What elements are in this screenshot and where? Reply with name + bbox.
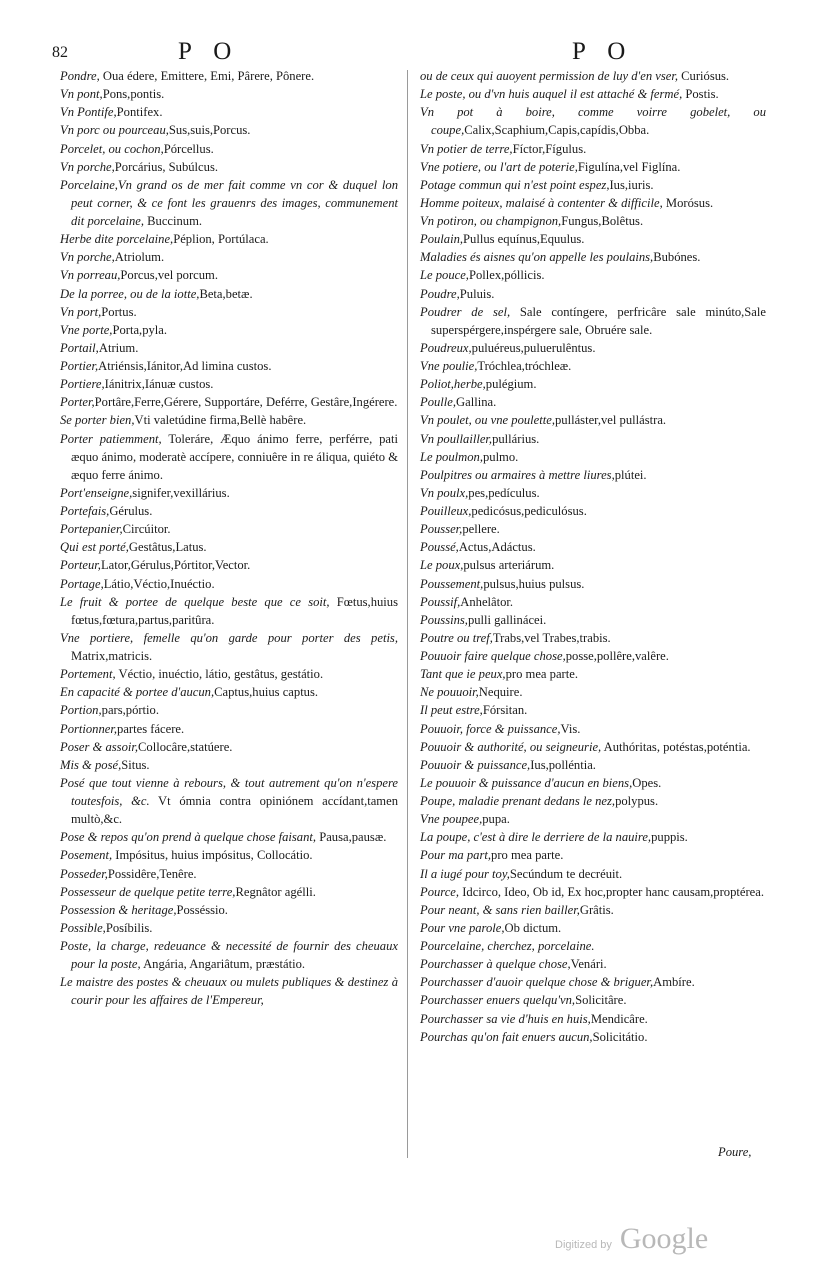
entry-headword: Vn pot à boire, comme voirre gobelet, ou coupe, xyxy=(420,105,766,138)
entry-latin: pulmo. xyxy=(482,449,519,464)
entry-headword: Porter, xyxy=(60,395,95,410)
dictionary-entry xyxy=(60,158,398,176)
entry-latin: Lator,Gérulus,Pórtitor,Vector. xyxy=(100,558,251,573)
entry-latin: pulláster,vel pullástra. xyxy=(555,413,667,428)
dictionary-entry xyxy=(420,140,766,158)
entry-latin: Trabs,vel Trabes,trabis. xyxy=(492,630,611,645)
entry-headword: Qui est porté, xyxy=(60,540,129,555)
dictionary-entry xyxy=(60,520,398,538)
right-column xyxy=(420,67,766,1046)
entry-headword: Poutre ou tref, xyxy=(420,630,493,645)
entry-headword: Poser & assoir, xyxy=(60,739,139,754)
entry-latin: Gallina. xyxy=(456,395,497,410)
entry-latin: Tróchlea,tróchleæ. xyxy=(477,359,572,373)
dictionary-entry xyxy=(60,846,398,864)
entry-latin: Authóritas, potéstas,poténtia. xyxy=(601,739,751,754)
entry-headword: Ne pouuoir, xyxy=(420,685,479,700)
entry-headword: Poussif, xyxy=(420,594,461,609)
dictionary-entry xyxy=(60,593,398,629)
digitized-label: Digitized by xyxy=(555,1239,612,1251)
entry-latin: pulsus arteriárum. xyxy=(463,558,555,573)
dictionary-entry xyxy=(420,991,766,1009)
entry-headword: Pourchasser sa vie d'huis en huis, xyxy=(420,1011,591,1026)
entry-headword: Porteur, xyxy=(60,558,101,573)
dictionary-entry xyxy=(420,393,766,411)
dictionary-entry xyxy=(420,756,766,774)
entry-latin: puppis. xyxy=(651,830,688,845)
entry-headword: En capacité & portee d'aucun, xyxy=(60,685,215,700)
dictionary-entry xyxy=(60,484,398,502)
dictionary-entry xyxy=(60,701,398,719)
entry-headword: Homme poiteux, malaisé à contenter & difficile, xyxy=(420,195,663,210)
entry-latin: Idcirco, Ideo, Ob id, Ex hoc,propter hanc causam,proptérea. xyxy=(459,884,764,899)
entry-latin: Collocâre,statúere. xyxy=(138,739,233,754)
dictionary-entry xyxy=(420,520,766,538)
dictionary-entry xyxy=(420,846,766,864)
entry-latin: pedicósus,pediculósus. xyxy=(471,504,587,518)
entry-latin: pulli gallinácei. xyxy=(467,612,547,627)
digitized-watermark xyxy=(555,1222,708,1256)
entry-latin: pullárius. xyxy=(492,431,540,446)
entry-headword: Vn porche, xyxy=(60,159,115,174)
entry-latin: pro mea parte. xyxy=(491,848,564,863)
entry-latin: pes,pedículus. xyxy=(468,485,540,500)
dictionary-entry xyxy=(420,158,766,176)
dictionary-entry xyxy=(420,937,766,955)
dictionary-entry xyxy=(60,720,398,738)
entry-headword: Vn potiron, ou champignon, xyxy=(420,214,562,228)
entry-latin: Sale contíngere, perfricâre sale minúto,Sale superspérgere,inspérgere sale, Obruére sale. xyxy=(431,304,766,337)
dictionary-entry xyxy=(60,756,398,774)
dictionary-entry xyxy=(60,393,398,411)
entry-headword: Tant que ie peux, xyxy=(420,667,506,682)
entry-latin: Grâtis. xyxy=(579,902,614,917)
entry-headword: Portepanier, xyxy=(60,522,123,537)
entry-headword: Vn poullailler, xyxy=(420,431,493,446)
entry-latin: Ius,polléntia. xyxy=(530,757,596,772)
dictionary-entry xyxy=(60,502,398,520)
dictionary-entry xyxy=(420,212,766,230)
dictionary-entry xyxy=(420,67,766,85)
entry-headword: Porter patiemment, xyxy=(60,431,162,446)
entry-latin: Regnâtor agélli. xyxy=(235,884,316,899)
entry-latin: Matrix,matricis. xyxy=(71,649,153,663)
entry-latin: Buccinum. xyxy=(143,214,203,228)
dictionary-entry xyxy=(420,919,766,937)
entry-latin: Pontifex. xyxy=(116,105,163,120)
entry-latin: Atriolum. xyxy=(114,250,165,265)
dictionary-entry xyxy=(60,901,398,919)
left-column xyxy=(60,67,398,1010)
entry-latin: pulégium. xyxy=(485,377,537,392)
dictionary-entry xyxy=(420,411,766,429)
entry-headword: Pource, xyxy=(420,884,460,899)
dictionary-entry xyxy=(420,339,766,357)
dictionary-entry xyxy=(420,230,766,248)
entry-headword: Pourchas qu'on fait enuers aucun, xyxy=(420,1029,593,1044)
dictionary-entry xyxy=(420,448,766,466)
entry-headword: Vn pont, xyxy=(60,87,103,102)
entry-headword: Pouuoir & puissance, xyxy=(420,757,531,772)
entry-latin: Solicitâre. xyxy=(575,993,627,1008)
entry-latin: signifer,vexillárius. xyxy=(132,485,230,500)
entry-headword: Poussement, xyxy=(420,576,484,591)
dictionary-entry xyxy=(60,538,398,556)
entry-latin: Vis. xyxy=(560,721,581,736)
dictionary-entry xyxy=(420,611,766,629)
running-head-right: P O xyxy=(572,38,634,65)
entry-headword: Possession & heritage, xyxy=(60,902,177,917)
dictionary-entry xyxy=(60,430,398,484)
entry-headword: Poussé, xyxy=(420,540,459,555)
entry-latin: Mendicâre. xyxy=(590,1011,648,1026)
entry-latin: Curiósus. xyxy=(678,69,730,83)
dictionary-entry xyxy=(420,556,766,574)
entry-headword: Posseder, xyxy=(60,866,108,881)
entry-headword: Pourchasser enuers quelqu'vn, xyxy=(420,993,576,1008)
dictionary-entry xyxy=(420,828,766,846)
entry-latin: Atrium. xyxy=(98,340,139,355)
dictionary-entry xyxy=(60,266,398,284)
entry-latin: Ambíre. xyxy=(653,975,695,990)
entry-latin: Captus,huius captus. xyxy=(214,685,319,700)
entry-headword: Portiere, xyxy=(60,377,105,392)
dictionary-entry xyxy=(60,321,398,339)
dictionary-entry xyxy=(420,502,766,520)
entry-latin: Circúitor. xyxy=(122,522,171,537)
entry-latin: Toleráre, Æquo ánimo ferre, perférre, pati æquo ánimo, moderatè accípere, conniuêre in re áliqua, quiéto & æquo ferre ánimo. xyxy=(71,431,398,482)
dictionary-entry xyxy=(420,774,766,792)
entry-headword: Portail, xyxy=(60,340,99,355)
dictionary-entry xyxy=(420,285,766,303)
dictionary-entry xyxy=(420,466,766,484)
entry-headword: Vn porreau, xyxy=(60,268,121,283)
entry-headword: Pouilleux, xyxy=(420,504,472,518)
entry-latin: Fœtus,huius fœtus,fœtura,partus,paritûra. xyxy=(71,594,398,627)
entry-latin: Gérulus. xyxy=(109,504,153,518)
entry-headword: Portionner, xyxy=(60,721,118,736)
entry-headword: Portefais, xyxy=(60,504,110,518)
dictionary-entry xyxy=(60,774,398,828)
dictionary-entry xyxy=(420,701,766,719)
entry-headword: Vn porc ou pourceau, xyxy=(60,123,169,138)
entry-headword: Vn porche, xyxy=(60,250,115,265)
entry-headword: Vn poulet, ou vne poulette, xyxy=(420,413,555,428)
entry-headword: Vn potier de terre, xyxy=(420,141,513,156)
entry-headword: Pose & repos qu'on prend à quelque chose faisant, xyxy=(60,830,317,845)
dictionary-entry xyxy=(420,194,766,212)
dictionary-entry xyxy=(420,430,766,448)
entry-headword: Poliot,herbe, xyxy=(420,377,486,392)
entry-headword: De la porree, ou de la iotte, xyxy=(60,286,200,301)
entry-latin: pulsus,huius pulsus. xyxy=(483,576,585,591)
dictionary-entry xyxy=(60,629,398,665)
running-head-left: P O xyxy=(178,38,240,65)
entry-headword: Vn poulx, xyxy=(420,485,469,500)
entry-latin: pro mea parte. xyxy=(505,667,578,682)
dictionary-entry xyxy=(420,103,766,139)
entry-latin: pellere. xyxy=(462,522,500,537)
entry-latin: Secúndum te decréuit. xyxy=(509,866,623,881)
entry-headword: Pondre, xyxy=(60,69,100,83)
dictionary-entry xyxy=(60,121,398,139)
dictionary-entry xyxy=(60,556,398,574)
entry-headword: Poussins, xyxy=(420,612,468,627)
entry-latin: puluéreus,puluerulêntus. xyxy=(471,340,596,355)
entry-latin: Ius,iuris. xyxy=(609,177,654,192)
dictionary-entry xyxy=(60,230,398,248)
dictionary-entry xyxy=(60,357,398,375)
entry-latin: Pausa,pausæ. xyxy=(316,830,387,845)
entry-headword: Poudre, xyxy=(420,286,460,301)
entry-latin: Possidêre,Tenêre. xyxy=(107,866,197,881)
dictionary-entry xyxy=(60,973,398,1009)
dictionary-entry xyxy=(60,67,398,85)
entry-latin: Posséssio. xyxy=(176,902,228,917)
entry-latin: polypus. xyxy=(615,794,659,808)
dictionary-entry xyxy=(420,593,766,611)
dictionary-entry xyxy=(60,375,398,393)
entry-headword: Mis & posé, xyxy=(60,757,122,772)
entry-latin: pars,pórtio. xyxy=(101,703,160,718)
dictionary-entry xyxy=(60,411,398,429)
entry-headword: Pourchasser à quelque chose, xyxy=(420,957,571,972)
dictionary-entry xyxy=(60,937,398,973)
entry-latin: pupa. xyxy=(482,812,510,827)
entry-latin: Opes. xyxy=(632,775,662,790)
entry-latin: Porta,pyla. xyxy=(112,322,168,337)
entry-latin: Vt ómnia contra opiniónem accídant,tamen multò,&c. xyxy=(71,794,398,827)
entry-latin: Angária, Angariâtum, præstátio. xyxy=(140,957,306,972)
entry-headword: Le pouce, xyxy=(420,268,469,283)
entry-headword: La poupe, c'est à dire le derriere de la nauire, xyxy=(420,830,652,845)
entry-latin: Venári. xyxy=(570,957,607,972)
google-logo: Google xyxy=(619,1222,709,1255)
entry-headword: Porcelet, ou cochon, xyxy=(60,141,164,156)
entry-latin: Pons,pontis. xyxy=(102,87,165,102)
dictionary-entry xyxy=(420,538,766,556)
entry-headword: Possible, xyxy=(60,920,106,935)
dictionary-entry xyxy=(420,248,766,266)
dictionary-entry xyxy=(420,647,766,665)
dictionary-entry xyxy=(60,339,398,357)
entry-latin: Pollex,póllicis. xyxy=(468,268,545,283)
entry-headword: Vn port, xyxy=(60,304,102,319)
dictionary-entry xyxy=(60,303,398,321)
entry-latin: Gestâtus,Latus. xyxy=(128,540,207,555)
entry-latin: Morósus. xyxy=(662,195,714,210)
dictionary-entry xyxy=(420,683,766,701)
entry-headword: Vne portiere, femelle qu'on garde pour porter des petis, xyxy=(60,630,398,645)
entry-latin: Calix,Scaphium,Capis,capídis,Obba. xyxy=(464,123,650,138)
dictionary-entry xyxy=(420,665,766,683)
entry-headword: Pour neant, & sans rien bailler, xyxy=(420,902,580,917)
entry-latin: Porcárius, Subúlcus. xyxy=(114,159,218,174)
dictionary-entry xyxy=(420,738,766,756)
dictionary-entry xyxy=(60,140,398,158)
entry-headword: Portement, xyxy=(60,667,116,682)
entry-latin: Impósitus, huius impósitus, Collocátio. xyxy=(112,848,313,863)
entry-headword: Le poux, xyxy=(420,558,464,573)
entry-headword: Poulle, xyxy=(420,395,457,410)
entry-headword: Pousser, xyxy=(420,522,463,537)
dictionary-entry xyxy=(60,285,398,303)
dictionary-entry xyxy=(420,720,766,738)
entry-latin: Atriénsis,Iánitor,Ad limina custos. xyxy=(98,359,272,373)
entry-latin: Portâre,Ferre,Gérere, Supportáre, Deférre, Gestâre,Ingérere. xyxy=(94,395,398,410)
entry-latin: posse,pollêre,valêre. xyxy=(565,649,669,663)
entry-headword: Pour ma part, xyxy=(420,848,492,863)
dictionary-entry xyxy=(420,810,766,828)
entry-headword: Posement, xyxy=(60,848,113,863)
entry-latin: Beta,betæ. xyxy=(199,286,253,301)
entry-headword: Le fruit & portee de quelque beste que ce soit, xyxy=(60,594,330,609)
entry-headword: Le poulmon, xyxy=(420,449,483,464)
entry-latin: Sus,suis,Porcus. xyxy=(168,123,251,138)
entry-headword: Port'enseigne, xyxy=(60,485,133,500)
dictionary-entry xyxy=(420,176,766,194)
entry-latin: Fíctor,Fígulus. xyxy=(512,141,587,156)
dictionary-entry xyxy=(420,575,766,593)
entry-latin: Pórcellus. xyxy=(163,141,214,156)
dictionary-entry xyxy=(60,883,398,901)
entry-latin: Pullus equínus,Equulus. xyxy=(463,232,585,247)
entry-headword: ou de ceux qui auoyent permission de luy d'en vser, xyxy=(420,69,678,83)
dictionary-entry xyxy=(420,303,766,339)
entry-headword: Il a iugé pour toy, xyxy=(420,866,510,881)
entry-latin: Solicitátio. xyxy=(592,1029,648,1044)
page-number: 82 xyxy=(52,44,68,61)
entry-latin: partes fácere. xyxy=(117,721,185,736)
entry-headword: Porcelaine,Vn grand os de mer fait comme vn cor & duquel lon peut corner, & ce font les grauenrs des images, communement dit porcelaine, xyxy=(60,177,398,228)
entry-latin: Oua édere, Emittere, Emi, Pârere, Pônere. xyxy=(99,69,315,83)
dictionary-entry xyxy=(60,103,398,121)
entry-latin: Situs. xyxy=(121,757,150,772)
dictionary-entry xyxy=(60,828,398,846)
entry-headword: Vne poulie, xyxy=(420,359,478,373)
entry-headword: Il peut estre, xyxy=(420,703,483,718)
entry-headword: Portier, xyxy=(60,359,99,373)
entry-headword: Portion, xyxy=(60,703,102,718)
entry-latin: Véctio, inuéctio, látio, gestâtus, gestátio. xyxy=(115,667,324,682)
entry-latin: Posíbilis. xyxy=(105,920,153,935)
catchword: Poure, xyxy=(718,1145,752,1159)
dictionary-entry xyxy=(60,575,398,593)
entry-latin: Porcus,vel porcum. xyxy=(120,268,218,283)
dictionary-entry xyxy=(420,484,766,502)
dictionary-entry xyxy=(420,266,766,284)
entry-headword: Le pouuoir & puissance d'aucun en biens, xyxy=(420,775,633,790)
dictionary-entry xyxy=(420,1028,766,1046)
dictionary-entry xyxy=(420,901,766,919)
entry-headword: Potage commun qui n'est point espez, xyxy=(420,177,610,192)
entry-headword: Le maistre des postes & cheuaux ou mulets publiques & destinez à courir pour les affaires de l'Empereur, xyxy=(60,975,398,1008)
dictionary-entry xyxy=(420,883,766,901)
dictionary-entry xyxy=(60,683,398,701)
entry-headword: Vn Pontife, xyxy=(60,105,117,120)
entry-headword: Poudrer de sel, xyxy=(420,304,511,319)
dictionary-entry xyxy=(420,85,766,103)
dictionary-entry xyxy=(420,865,766,883)
entry-headword: Pouuoir & authorité, ou seigneurie, xyxy=(420,739,602,754)
entry-latin: Vti valetúdine firma,Bellè habêre. xyxy=(134,413,307,428)
entry-headword: Se porter bien, xyxy=(60,413,135,428)
entry-headword: Poste, la charge, redeuance & necessité de fournir des cheuaux pour la poste, xyxy=(60,939,398,972)
entry-headword: Poulain, xyxy=(420,232,464,247)
entry-latin: Ob dictum. xyxy=(504,920,562,935)
entry-headword: Pouuoir faire quelque chose, xyxy=(420,649,566,663)
entry-headword: Possesseur de quelque petite terre, xyxy=(60,884,236,899)
entry-latin: Portus. xyxy=(101,304,137,319)
dictionary-entry xyxy=(420,357,766,375)
entry-latin: Figulína,vel Figlína. xyxy=(577,159,681,174)
entry-headword: Poudreux, xyxy=(420,340,472,355)
entry-headword: Portage, xyxy=(60,576,104,591)
dictionary-entry xyxy=(60,665,398,683)
entry-headword: Posé que tout vienne à rebours, & tout autrement qu'on n'espere toutesfois, &c. xyxy=(60,775,398,808)
entry-headword: Le poste, ou d'vn huis auquel il est attaché & fermé, xyxy=(420,87,683,102)
entry-headword: Poupe, maladie prenant dedans le nez, xyxy=(420,794,616,808)
entry-headword: Vne porte, xyxy=(60,322,113,337)
entry-latin: plútei. xyxy=(614,467,647,482)
entry-headword: Poulpitres ou armaires à mettre liures, xyxy=(420,467,615,482)
entry-latin: Nequire. xyxy=(478,685,523,700)
entry-latin: Actus,Adáctus. xyxy=(458,540,536,555)
entry-headword: Maladies és aisnes qu'on appelle les poulains, xyxy=(420,250,654,265)
dictionary-entry xyxy=(60,85,398,103)
dictionary-entry xyxy=(420,973,766,991)
entry-latin: Fórsitan. xyxy=(482,703,528,718)
dictionary-entry xyxy=(420,792,766,810)
column-rule xyxy=(407,70,408,1158)
entry-latin: Fungus,Bolêtus. xyxy=(561,214,644,228)
dictionary-entry xyxy=(60,919,398,937)
entry-latin: Bubónes. xyxy=(653,250,701,265)
dictionary-entry xyxy=(420,955,766,973)
entry-headword: Vne poupee, xyxy=(420,812,483,827)
entry-headword: Pourcelaine, cherchez, porcelaine. xyxy=(420,939,595,953)
dictionary-entry xyxy=(420,1010,766,1028)
entry-headword: Herbe dite porcelaine, xyxy=(60,232,174,247)
dictionary-entry xyxy=(60,176,398,230)
entry-headword: Pour vne parole, xyxy=(420,920,505,935)
dictionary-entry xyxy=(420,375,766,393)
entry-headword: Pouuoir, force & puissance, xyxy=(420,721,561,736)
entry-headword: Vne potiere, ou l'art de poterie, xyxy=(420,159,578,174)
entry-latin: Postis. xyxy=(682,87,719,102)
dictionary-entry xyxy=(60,865,398,883)
entry-latin: Látio,Véctio,Inuéctio. xyxy=(103,576,215,591)
entry-latin: Anhelâtor. xyxy=(460,594,514,609)
entry-latin: Iánitrix,Iánuæ custos. xyxy=(104,377,214,392)
dictionary-entry xyxy=(60,738,398,756)
entry-latin: Péplion, Portúlaca. xyxy=(173,232,269,247)
dictionary-entry xyxy=(60,248,398,266)
entry-headword: Pourchasser d'auoir quelque chose & briguer, xyxy=(420,975,654,990)
dictionary-entry xyxy=(420,629,766,647)
entry-latin: Puluis. xyxy=(459,286,495,301)
